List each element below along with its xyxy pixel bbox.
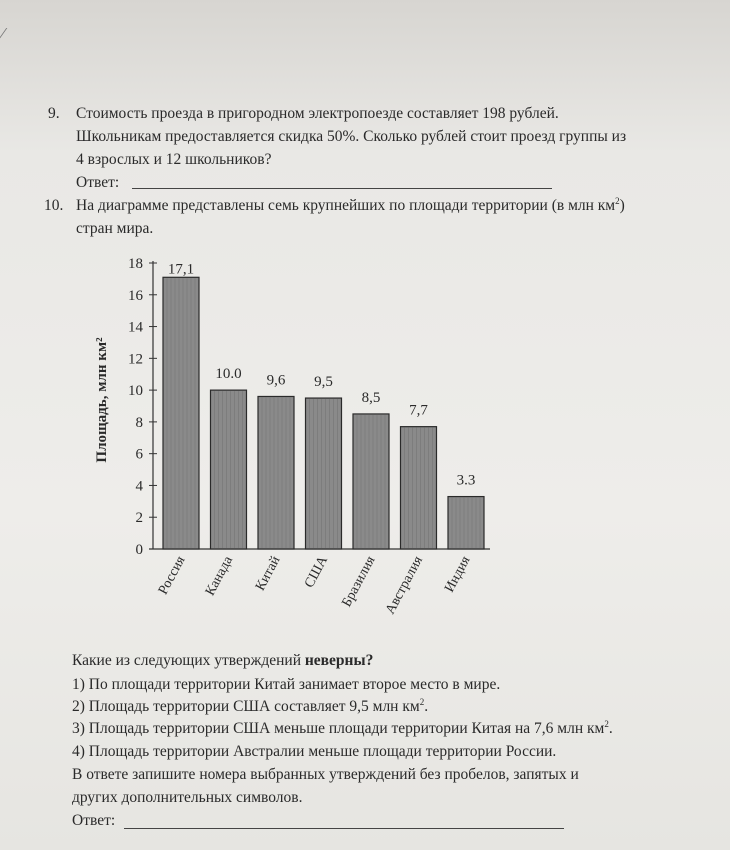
task10-answer-field[interactable] <box>124 828 564 829</box>
bar-value-label: 10.0 <box>215 366 242 383</box>
category-label: Канада <box>202 553 237 599</box>
task10-number: 10. <box>44 197 64 214</box>
task10-intro-line-2: стран мира. <box>76 220 154 237</box>
y-tick-label: 6 <box>135 446 143 463</box>
category-label: Китай <box>252 553 284 594</box>
category-label: Бразилия <box>339 553 379 610</box>
category-label: Россия <box>155 553 189 598</box>
task9-line-3: 4 взрослых и 12 школьников? <box>76 151 272 168</box>
y-tick-label: 0 <box>135 542 143 558</box>
bars <box>163 261 484 549</box>
bar-4 <box>306 398 342 549</box>
bar-6 <box>401 427 437 549</box>
y-tick-label: 2 <box>135 510 143 527</box>
statement-2: 2) Площадь территории США составляет 9,5 млн $км^2$. <box>72 696 429 715</box>
y-axis-title: Площадь, млн км² <box>94 337 110 463</box>
task9-answer-label: Ответ: <box>76 174 120 191</box>
statement-4: 4) Площадь территории Австралии меньше площади территории России. <box>72 743 557 760</box>
category-labels <box>156 553 474 617</box>
statement-1: 1) По площади территории Китай занимает второе место в мире. <box>72 676 501 693</box>
bar-value-label: 3.3 <box>456 472 476 489</box>
bar-value-label: 7,7 <box>409 402 428 419</box>
y-tick-label: 4 <box>135 478 143 495</box>
bar-value-label: 9,6 <box>266 372 286 389</box>
y-tick-label: 16 <box>128 287 143 304</box>
y-tick-label: 12 <box>128 351 143 368</box>
y-axis-title-group <box>94 337 110 463</box>
bar-value-label: 17,1 <box>167 261 195 278</box>
bar-1 <box>163 277 199 549</box>
task9-number: 9. <box>48 105 60 122</box>
category-label: Австралия <box>383 553 427 617</box>
task9-line-1: Стоимость проезда в пригородном электропоезде составляет 198 рублей. <box>76 105 559 122</box>
bar-value-label: 9,5 <box>314 374 333 391</box>
bar-5 <box>353 414 389 549</box>
task10-answer-label: Ответ: <box>72 812 116 829</box>
y-tick-label: 14 <box>128 319 143 336</box>
task10-question: Какие из следующих утверждений неверны? <box>72 652 374 669</box>
task10-intro-line-1: На диаграмме представлены семь крупнейших по площади территории (в млн $км^2$) <box>76 195 625 214</box>
bar-3 <box>258 396 294 549</box>
instruction-line-1: В ответе запишите номера выбранных утверждений без пробелов, запятых и <box>72 766 579 783</box>
y-tick-label: 18 <box>128 256 143 272</box>
category-label: США <box>302 553 332 591</box>
category-label: Индия <box>442 553 474 596</box>
y-tick-label: 8 <box>135 414 143 431</box>
task9-line-2: Школьникам предоставляется скидка 50%. Сколько рублей стоит проезд группы из <box>76 128 627 145</box>
bar-7 <box>448 497 484 549</box>
bar-2 <box>211 390 247 549</box>
statement-3: 3) Площадь территории США меньше площади территории Китая на 7,6 млн $км^2$. <box>72 718 613 737</box>
y-tick-label: 10 <box>128 383 143 400</box>
bar-value-label: 8,5 <box>361 389 381 406</box>
instruction-line-2: других дополнительных символов. <box>72 789 303 806</box>
